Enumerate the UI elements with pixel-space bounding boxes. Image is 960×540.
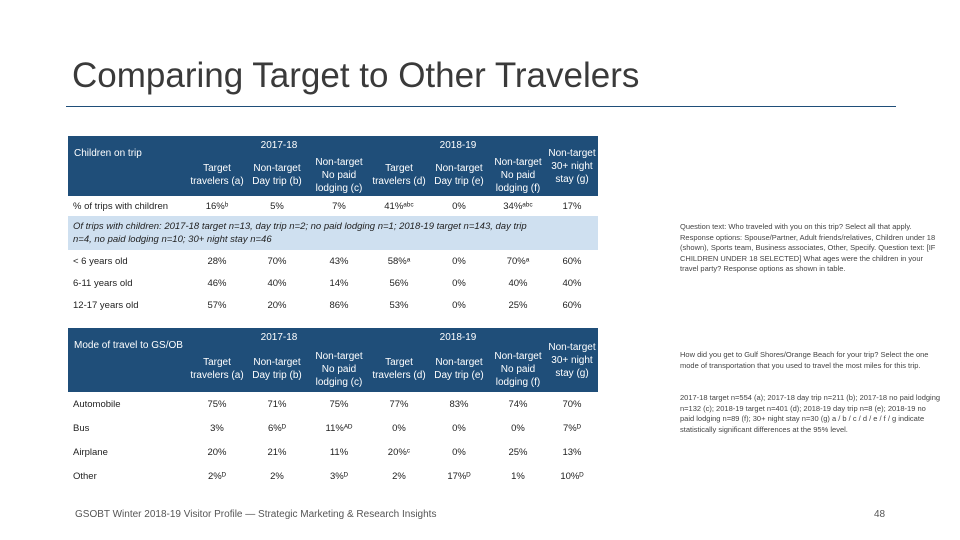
table2-corner: Mode of travel to GS/OB <box>68 328 188 392</box>
subheader-row <box>68 216 598 250</box>
table1-group-2017: 2017-18 <box>260 139 298 151</box>
title-underline <box>66 106 896 107</box>
row-label: < 6 years old <box>73 255 128 267</box>
table-cell: 41%ᵃᵇᶜ <box>384 200 414 212</box>
table-cell: 70%ᵃ <box>506 255 530 267</box>
table-cell: 17% <box>562 200 582 212</box>
table-cell: 28% <box>207 255 227 267</box>
table-cell: 14% <box>329 277 349 289</box>
table-cell: 0% <box>452 299 466 311</box>
table-cell: 70% <box>267 255 287 267</box>
row-label: Bus <box>73 422 90 434</box>
table-cell: 53% <box>389 299 409 311</box>
table-row <box>68 440 598 464</box>
table1-col-g: Non-target 30+ night stay (g) <box>548 147 596 185</box>
table2-col-f: Non-target No paid lodging (f) <box>494 350 542 388</box>
table-cell: 16%ᵇ <box>205 200 229 212</box>
row-label: % of trips with children <box>73 200 169 212</box>
row-label: 6-11 years old <box>73 277 133 289</box>
row-label: 12-17 years old <box>73 299 139 311</box>
footer-text: GSOBT Winter 2018-19 Visitor Profile — Strategic Marketing & Research Insights <box>75 509 437 520</box>
table-cell: 0% <box>452 422 466 434</box>
table-cell: 86% <box>329 299 349 311</box>
table-row <box>68 250 598 272</box>
table-cell: 3% <box>210 422 224 434</box>
table-row <box>68 392 598 416</box>
table-cell: 74% <box>508 398 528 410</box>
table2-col-b: Non-target Day trip (b) <box>252 357 302 381</box>
table-cell: 11% <box>329 446 349 458</box>
table1-corner: Children on trip <box>68 136 188 196</box>
table-cell: 43% <box>329 255 349 267</box>
table-cell: 0% <box>392 422 406 434</box>
table-cell: 20%ᶜ <box>387 446 411 458</box>
table-cell: 6%ᴰ <box>268 422 286 434</box>
table2-col-d: Target travelers (d) <box>372 357 426 381</box>
table-cell: 3%ᴰ <box>330 470 348 482</box>
table2-col-a: Target travelers (a) <box>190 357 244 381</box>
table-cell: 13% <box>562 446 582 458</box>
table-row <box>68 416 598 440</box>
table1-col-d: Target travelers (d) <box>372 163 426 187</box>
table-cell: 40% <box>508 277 528 289</box>
table-row <box>68 272 598 294</box>
table-cell: 40% <box>267 277 287 289</box>
table-cell: 60% <box>562 299 582 311</box>
table1-group-2018: 2018-19 <box>439 139 477 151</box>
table-cell: 40% <box>562 277 582 289</box>
table-row <box>68 464 598 488</box>
table-cell: 25% <box>508 299 528 311</box>
table2-group-2017: 2017-18 <box>260 331 298 343</box>
children-table <box>68 136 598 316</box>
table-cell: 7% <box>332 200 346 212</box>
table-cell: 7%ᴰ <box>563 422 581 434</box>
table-cell: 21% <box>267 446 287 458</box>
table1-col-b: Non-target Day trip (b) <box>252 163 302 187</box>
sample-size-note: 2017-18 target n=554 (a); 2017-18 day trip n=211 (b); 2017-18 no paid lodging n=132 (c); 2018-19 target n=401 (d); 2018-19 day trip n=8 (e); 2018-19 no paid lodging n=89 (f); 30+ night stay n=30 (g) a / b / c / d / e / f / g indicate statistically significant differences at the 95% level. <box>680 393 941 434</box>
table-cell: 71% <box>267 398 287 410</box>
table-cell: 56% <box>389 277 409 289</box>
table-row <box>68 196 598 216</box>
page-number: 48 <box>874 509 886 520</box>
table-cell: 10%ᴰ <box>560 470 584 482</box>
table-cell: 11%ᴬᴰ <box>325 422 353 434</box>
table-cell: 60% <box>562 255 582 267</box>
question-note-children: Question text: Who traveled with you on this trip? Select all that apply. Response options: Spouse/Partner, Adult friends/relatives, Children under 18 (shown), Sports team, Business associates, Other, Specify. Question text: [IF CHILDREN UNDER 18 SELECTED] What ages were the children in your travel party? Response options as shown in table. <box>680 222 936 273</box>
table-cell: 0% <box>452 446 466 458</box>
table-cell: 77% <box>389 398 409 410</box>
table-cell: 34%ᵃᵇᶜ <box>503 200 533 212</box>
table-cell: 2% <box>392 470 406 482</box>
subheader-empty <box>546 216 598 250</box>
table-cell: 46% <box>207 277 227 289</box>
table1-col-c: Non-target No paid lodging (c) <box>315 156 363 194</box>
table2-group-2018: 2018-19 <box>439 331 477 343</box>
table-cell: 75% <box>207 398 227 410</box>
table-cell: 0% <box>511 422 525 434</box>
table2-col-c: Non-target No paid lodging (c) <box>315 350 363 388</box>
table-cell: 83% <box>449 398 469 410</box>
table2-col-e: Non-target Day trip (e) <box>434 357 484 381</box>
mode-of-travel-table <box>68 328 598 488</box>
table-cell: 20% <box>207 446 227 458</box>
table-cell: 0% <box>452 200 466 212</box>
table1-col-e: Non-target Day trip (e) <box>434 163 484 187</box>
table-cell: 17%ᴰ <box>447 470 471 482</box>
table1-col-f: Non-target No paid lodging (f) <box>494 156 542 194</box>
table-cell: 2%ᴰ <box>208 470 226 482</box>
table-cell: 0% <box>452 255 466 267</box>
question-note-mode: How did you get to Gulf Shores/Orange Beach for your trip? Select the one mode of transportation that you used to travel the most miles for this trip. <box>680 350 929 370</box>
table-cell: 58%ᵃ <box>387 255 411 267</box>
table-cell: 0% <box>452 277 466 289</box>
row-label: Other <box>73 470 97 482</box>
table2-col-g: Non-target 30+ night stay (g) <box>548 341 596 379</box>
table-row <box>68 294 598 316</box>
row-label: Airplane <box>73 446 108 458</box>
table-cell: 5% <box>270 200 284 212</box>
table-cell: 75% <box>329 398 349 410</box>
table-cell: 70% <box>562 398 582 410</box>
table1-col-a: Target travelers (a) <box>190 163 244 187</box>
table-cell: 1% <box>511 470 525 482</box>
table-cell: 20% <box>267 299 287 311</box>
table-cell: 2% <box>270 470 284 482</box>
table-cell: 25% <box>508 446 528 458</box>
table-cell: 57% <box>207 299 227 311</box>
row-label: Automobile <box>73 398 121 410</box>
page-title: Comparing Target to Other Travelers <box>72 56 640 95</box>
subheader-text: Of trips with children: 2017-18 target n=13, day trip n=2; no paid lodging n=1; 2018-19 target n=143, day trip n=4, no paid lodging n=10; 30+ night stay n=46 <box>68 216 546 250</box>
